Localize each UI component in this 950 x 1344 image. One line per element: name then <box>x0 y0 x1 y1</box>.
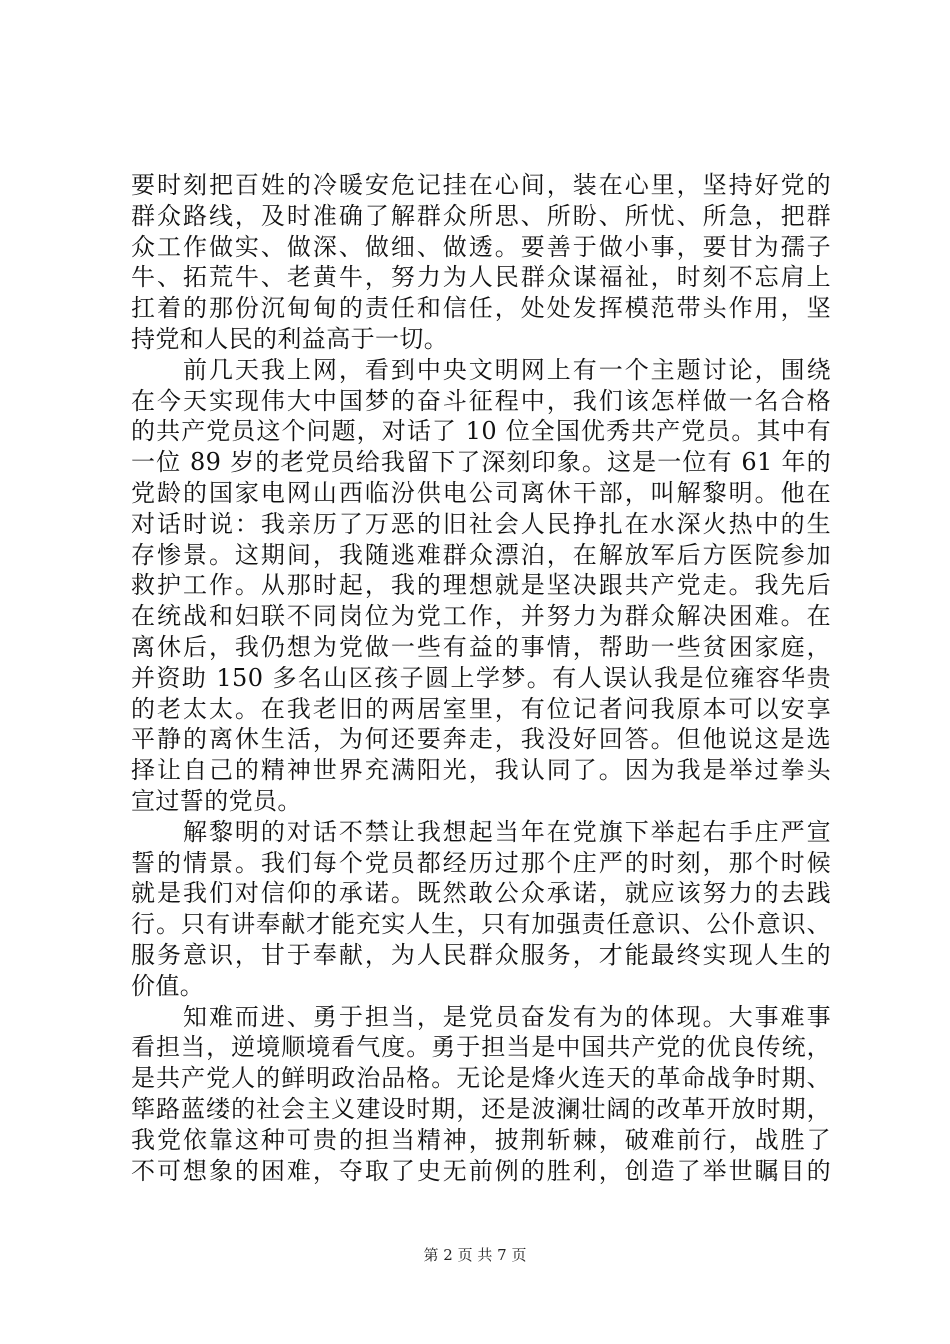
text-line: 不可想象的困难，夺取了史无前例的胜利，创造了举世瞩目的 <box>131 1156 831 1185</box>
page-footer: 第 2 页 共 7 页 <box>423 1246 527 1264</box>
text-line: 在统战和妇联不同岗位为党工作，并努力为群众解决困难。在 <box>131 602 831 631</box>
text-line: 平静的离休生活，为何还要奔走，我没好回答。但他说这是选 <box>131 725 831 754</box>
text-line: 党龄的国家电网山西临汾供电公司离休干部，叫解黎明。他在 <box>131 478 831 507</box>
text-line: 群众路线，及时准确了解群众所思、所盼、所忧、所急，把群 <box>131 201 831 230</box>
text-line: 在今天实现伟大中国梦的奋斗征程中，我们该怎样做一名合格 <box>131 386 831 415</box>
text-line: 并资助 150 多名山区孩子圆上学梦。有人误认我是位雍容华贵 <box>131 663 831 692</box>
body-text <box>131 170 831 1186</box>
text-line: 一位 89 岁的老党员给我留下了深刻印象。这是一位有 61 年的 <box>131 448 831 477</box>
text-line: 行。只有讲奉献才能充实人生，只有加强责任意识、公仆意识、 <box>131 910 831 939</box>
text-line: 看担当，逆境顺境看气度。勇于担当是中国共产党的优良传统， <box>131 1033 831 1062</box>
text-line: 牛、拓荒牛、老黄牛，努力为人民群众谋福祉，时刻不忘肩上 <box>131 263 831 292</box>
text-line: 前几天我上网，看到中央文明网上有一个主题讨论，围绕 <box>131 355 831 384</box>
text-line: 筚路蓝缕的社会主义建设时期，还是波澜壮阔的改革开放时期， <box>131 1094 831 1123</box>
text-line: 择让自己的精神世界充满阳光，我认同了。因为我是举过拳头 <box>131 756 831 785</box>
text-line: 持党和人民的利益高于一切。 <box>131 324 449 353</box>
text-line: 存惨景。这期间，我随逃难群众漂泊，在解放军后方医院参加 <box>131 540 831 569</box>
text-line: 对话时说：我亲历了万恶的旧社会人民挣扎在水深火热中的生 <box>131 509 831 538</box>
text-line: 的共产党员这个问题，对话了 10 位全国优秀共产党员。其中有 <box>131 417 831 446</box>
text-line: 众工作做实、做深、做细、做透。要善于做小事，要甘为孺子 <box>131 232 831 261</box>
text-line: 我党依靠这种可贵的担当精神，披荆斩棘，破难前行，战胜了 <box>131 1125 831 1154</box>
text-line: 宣过誓的党员。 <box>131 786 302 815</box>
text-line: 救护工作。从那时起，我的理想就是坚决跟共产党走。我先后 <box>131 571 831 600</box>
text-line: 的老太太。在我老旧的两居室里，有位记者问我原本可以安享 <box>131 694 831 723</box>
text-line: 解黎明的对话不禁让我想起当年在党旗下举起右手庄严宣 <box>131 817 831 846</box>
text-line: 扛着的那份沉甸甸的责任和信任，处处发挥模范带头作用，坚 <box>131 294 831 323</box>
text-line: 离休后，我仍想为党做一些有益的事情，帮助一些贫困家庭， <box>131 632 831 661</box>
text-line: 要时刻把百姓的冷暖安危记挂在心间，装在心里，坚持好党的 <box>131 171 831 199</box>
text-line: 誓的情景。我们每个党员都经历过那个庄严的时刻，那个时候 <box>131 848 831 877</box>
text-line: 价值。 <box>131 971 205 1000</box>
text-line: 服务意识，甘于奉献，为人民群众服务，才能最终实现人生的 <box>131 940 831 969</box>
text-line: 知难而进、勇于担当，是党员奋发有为的体现。大事难事 <box>131 1002 831 1031</box>
text-line: 就是我们对信仰的承诺。既然敢公众承诺，就应该努力的去践 <box>131 879 831 908</box>
text-line: 是共产党人的鲜明政治品格。无论是烽火连天的革命战争时期、 <box>131 1064 831 1093</box>
